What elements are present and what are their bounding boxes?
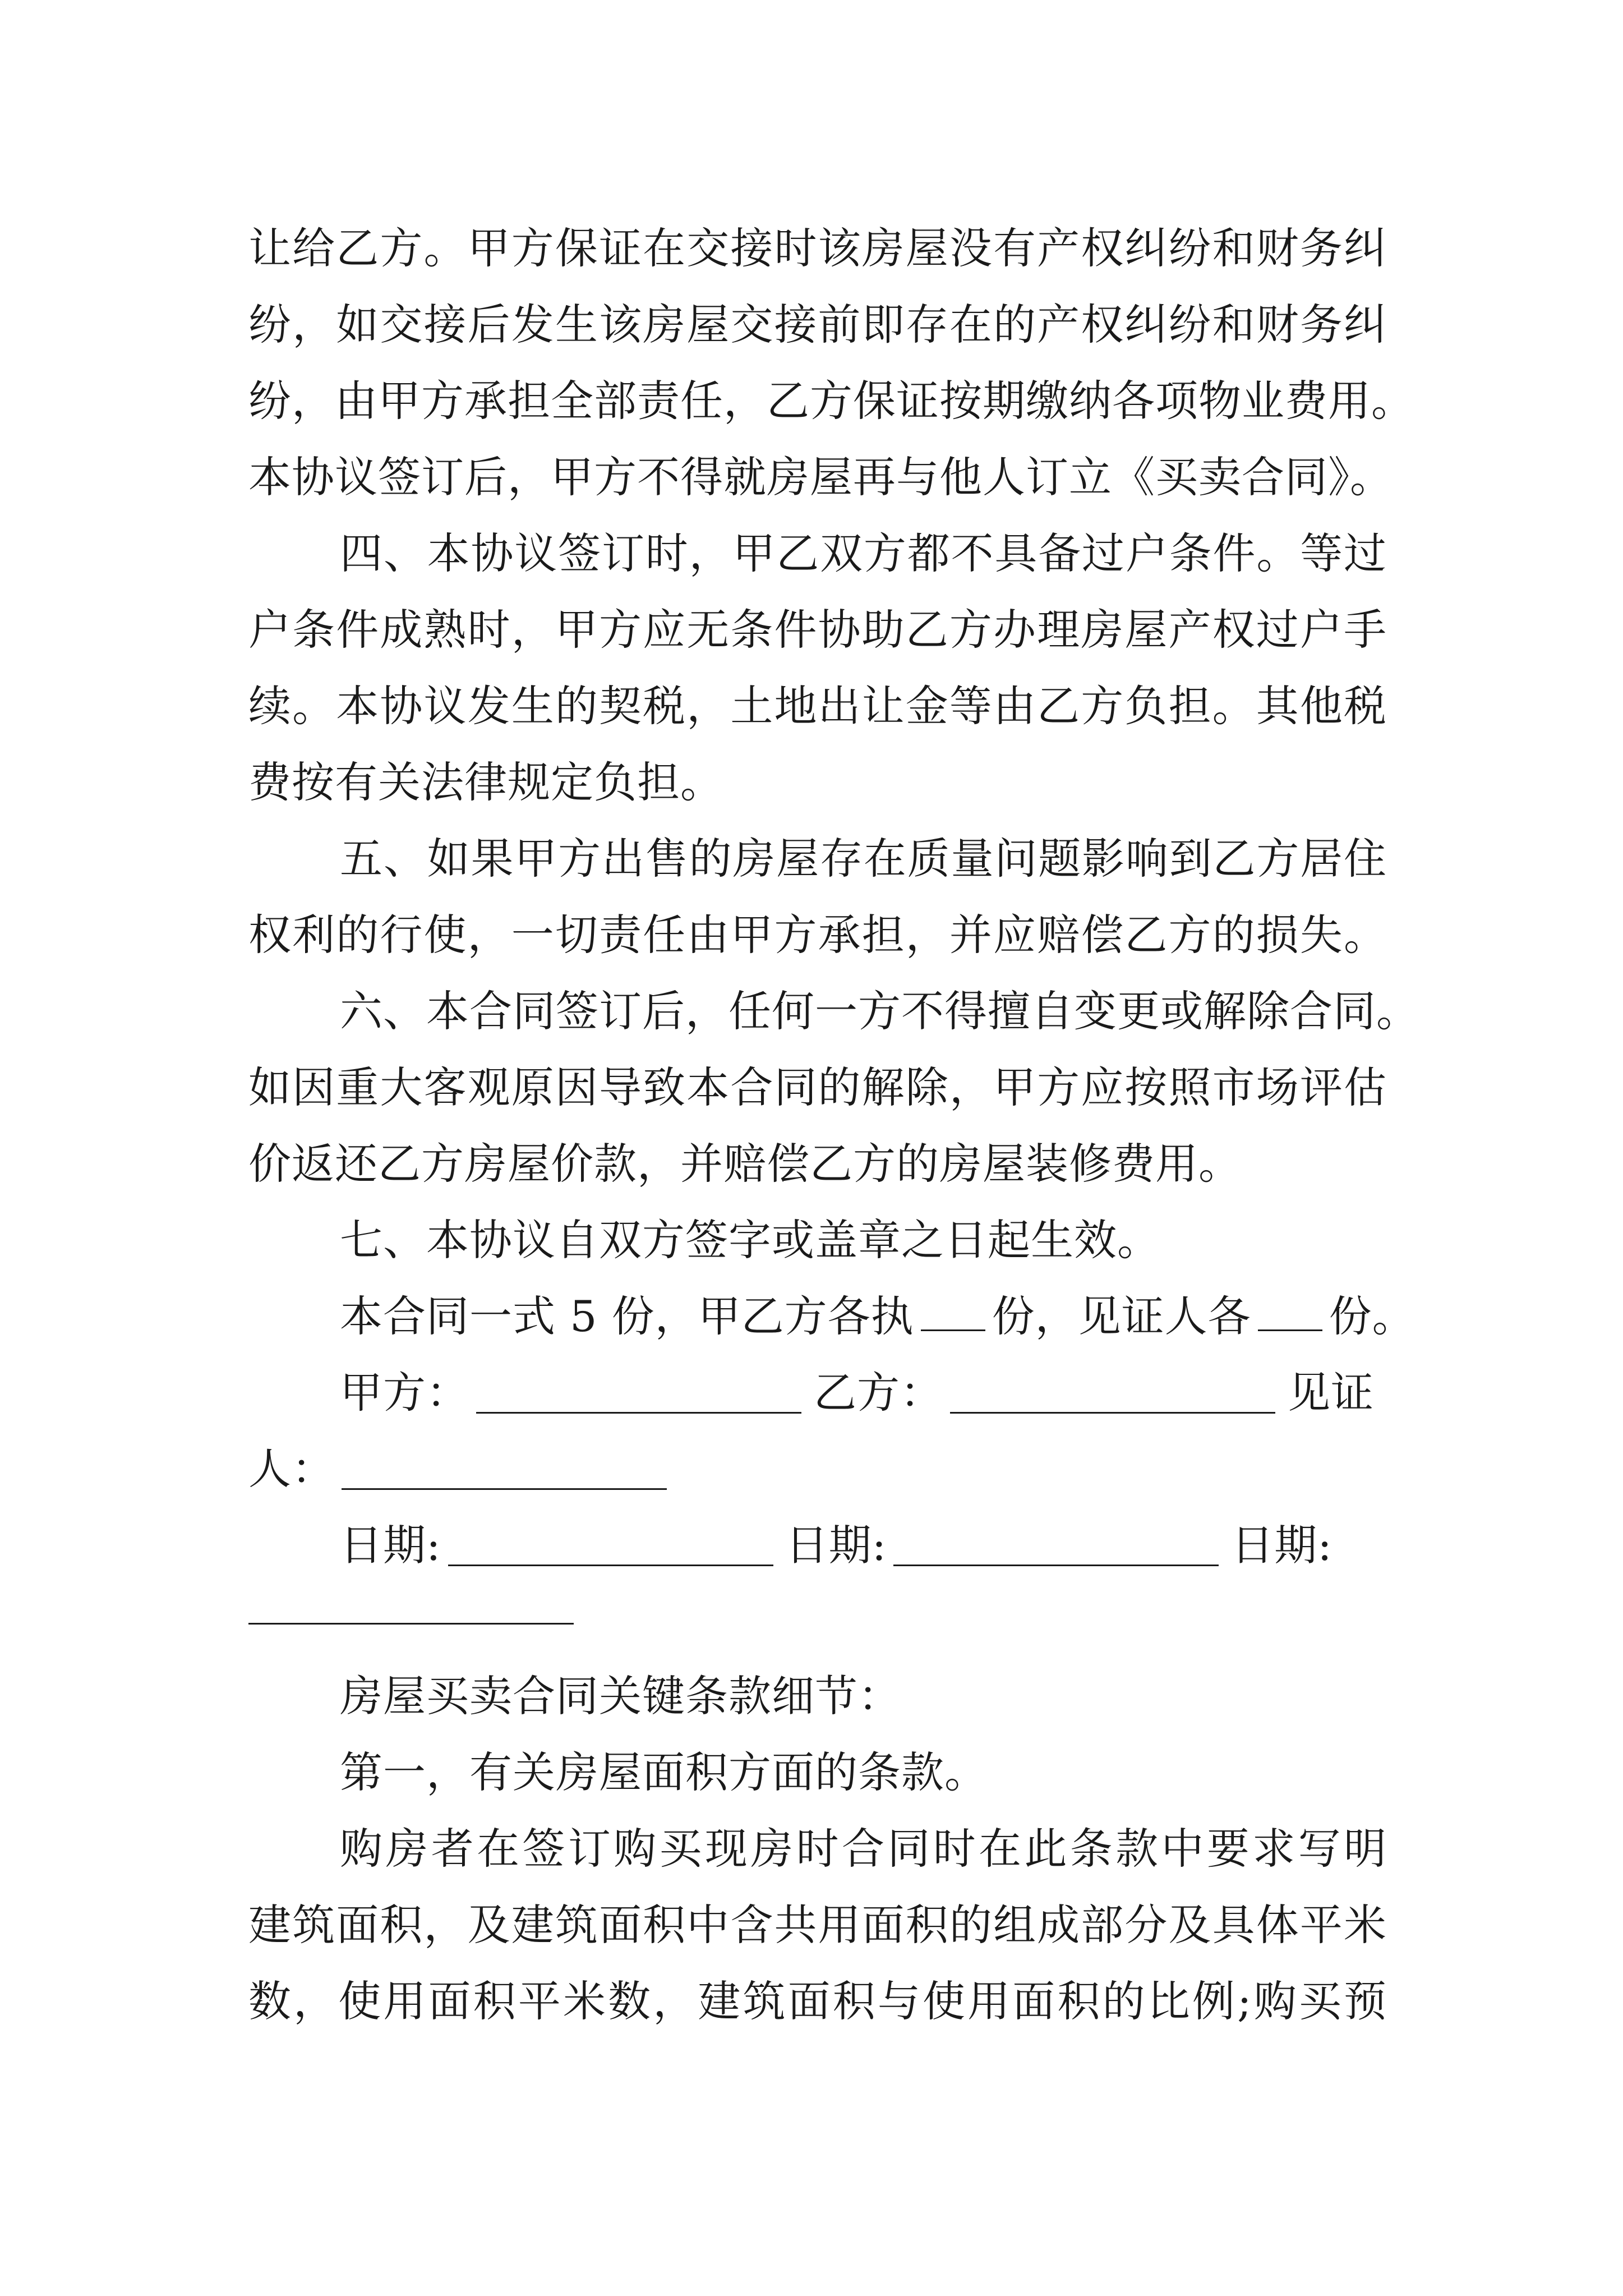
date-a-label: 日期: (340, 1520, 441, 1570)
witness-label: 见证 (1288, 1368, 1374, 1418)
party-b-signature-blank (950, 1373, 1275, 1414)
section-point: 第一，有关房屋面积方面的条款。 (340, 1747, 988, 1797)
text-line: 权利的行使，一切责任由甲方承担，并应赔偿乙方的损失。 (248, 910, 1387, 960)
date-b-label: 日期: (785, 1520, 887, 1570)
text-line: 费按有关法律规定负担。 (248, 757, 723, 807)
text-line: 如因重大客观原因导致本合同的解除，甲方应按照市场评估 (248, 1062, 1387, 1112)
text-line: 价返还乙方房屋价款，并赔偿乙方的房屋装修费用。 (248, 1139, 1242, 1189)
witness-label-cont: 人： (248, 1444, 335, 1494)
date-row (248, 1507, 1387, 1584)
text-line: 续。本协议发生的契税，土地出让金等由乙方负担。其他税 (248, 681, 1387, 731)
text-line: 让给乙方。甲方保证在交接时该房屋没有产权纠纷和财务纠 (248, 223, 1387, 273)
signature-row (248, 1355, 1387, 1431)
copies-party-blank (921, 1290, 985, 1331)
clause-four-line: 四、本协议签订时，甲乙双方都不具备过户条件。等过 (340, 528, 1387, 578)
witness-row (248, 1431, 1387, 1507)
date-b-blank (893, 1525, 1219, 1566)
copies-text: 份，见证人各 (992, 1291, 1251, 1341)
text-line: 纷，由甲方承担全部责任，乙方保证按期缴纳各项物业费用。 (248, 376, 1414, 426)
copies-line (248, 1278, 1415, 1355)
copies-text: 份。 (1329, 1291, 1415, 1341)
party-a-label: 甲方： (340, 1368, 469, 1418)
text-line: 本协议签订后，甲方不得就房屋再与他人订立《买卖合同》。 (248, 452, 1393, 502)
date-c-label: 日期: (1231, 1520, 1332, 1570)
text-line: 数，使用面积平米数，建筑面积与使用面积的比例;购买预 (248, 1976, 1387, 2026)
party-a-signature-blank (476, 1373, 801, 1414)
clause-six-line: 六、本合同签订后，任何一方不得擅自变更或解除合同。 (340, 986, 1419, 1036)
witness-signature-blank (342, 1449, 667, 1490)
text-line: 建筑面积，及建筑面积中含共用面积的组成部分及具体平米 (248, 1900, 1387, 1950)
document-page (248, 210, 1419, 2040)
party-b-label: 乙方： (814, 1368, 943, 1418)
date-a-blank (448, 1525, 773, 1566)
copies-witness-blank (1258, 1290, 1322, 1331)
text-line: 购房者在签订购买现房时合同时在此条款中要求写明 (340, 1824, 1387, 1874)
text-line: 户条件成熟时，甲方应无条件协助乙方办理房屋产权过户手 (248, 605, 1387, 655)
section-heading: 房屋买卖合同关键条款细节： (340, 1671, 901, 1721)
copies-text: 本合同一式 5 份，甲乙方各执 (340, 1291, 914, 1341)
clause-seven-line: 七、本协议自双方签字或盖章之日起生效。 (340, 1215, 1160, 1265)
date-c-blank (248, 1623, 574, 1625)
clause-five-line: 五、如果甲方出售的房屋存在质量问题影响到乙方居住 (340, 834, 1387, 884)
spacer (248, 1584, 1387, 1623)
text-line: 纷，如交接后发生该房屋交接前即存在的产权纠纷和财务纠 (248, 300, 1387, 349)
